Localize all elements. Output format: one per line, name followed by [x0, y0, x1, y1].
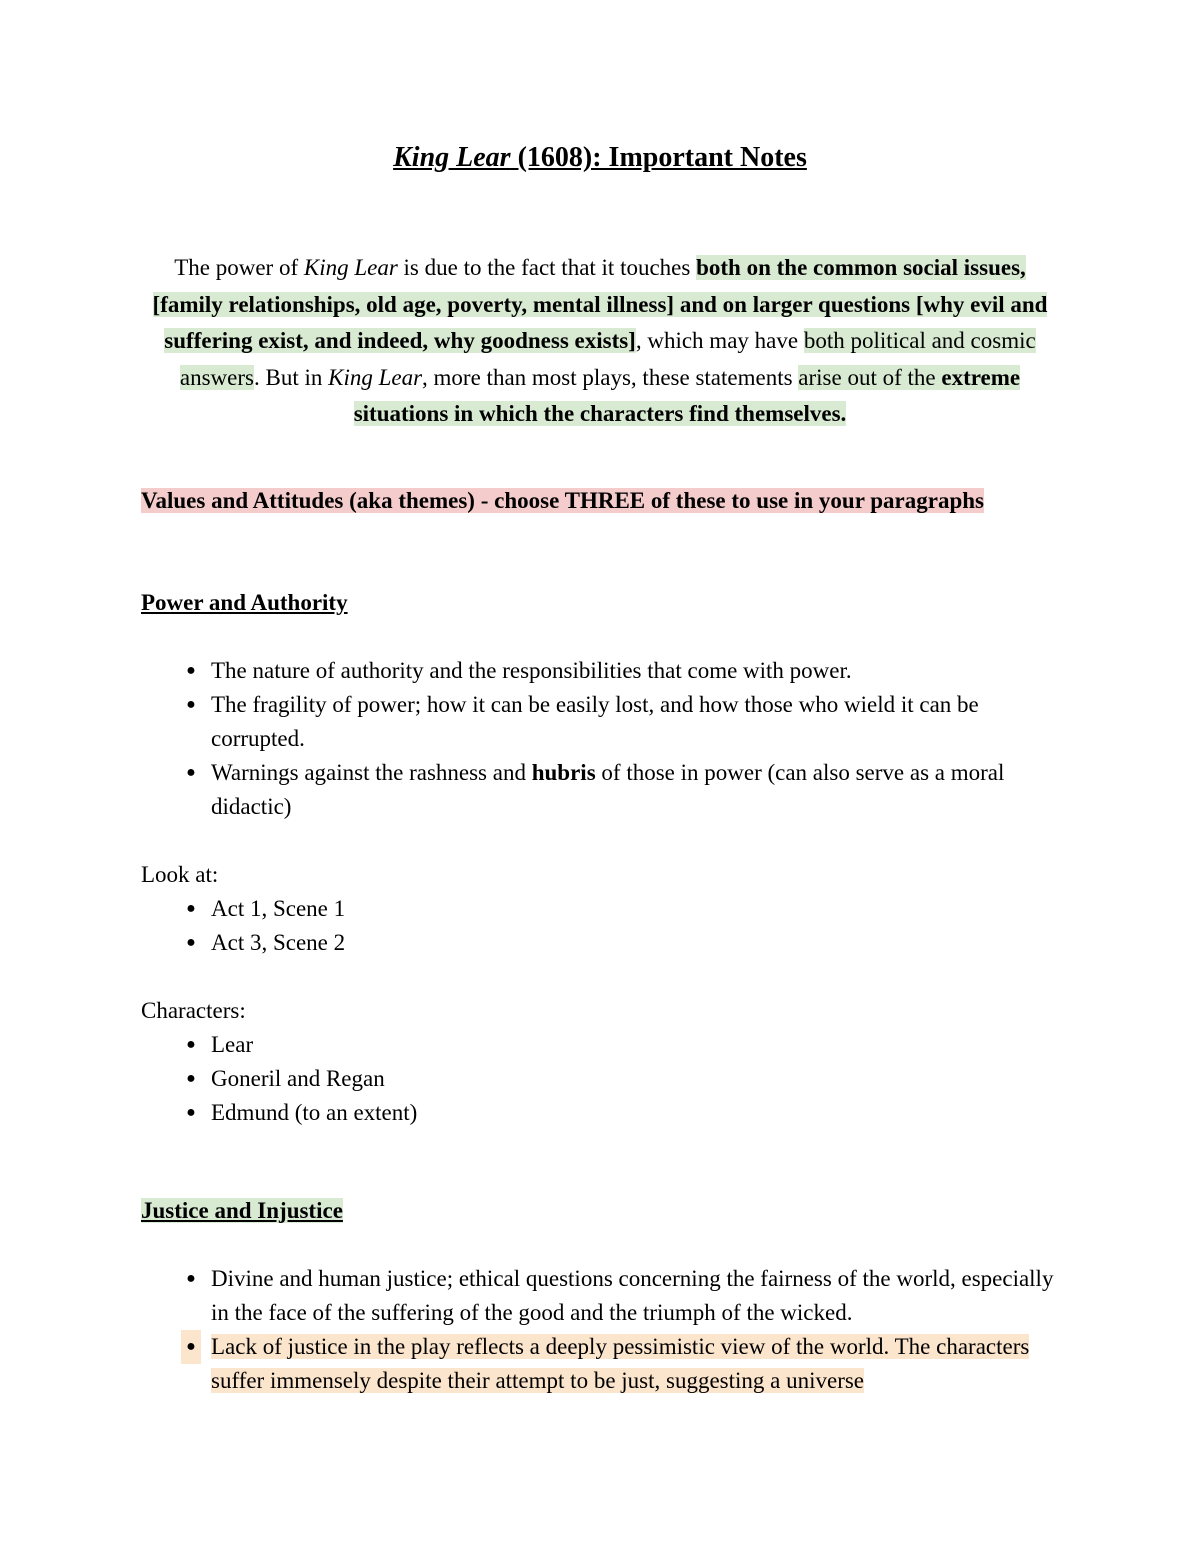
list-item-text: of those in power (can also serve as a moral didactic): [211, 760, 1005, 819]
page-title: [0, 140, 1200, 176]
values-heading-text: Values and Attitudes (aka themes) - choose THREE of these to use in your paragraphs: [141, 488, 984, 513]
list-item-text: Lack of justice in the play reflects a deeply pessimistic view of the world. The characters suffer immensely despite their attempt to be just, suggesting a universe: [211, 1334, 1030, 1393]
power-section: [141, 586, 1061, 1130]
intro-paragraph: [140, 250, 1060, 433]
list-item-text: Warnings against the rashness and: [211, 760, 532, 785]
list-item: [141, 688, 1061, 756]
power-bullets: [141, 654, 1061, 824]
justice-bullets: [141, 1262, 1061, 1398]
list-item: [141, 1096, 1061, 1130]
look-at-label: Look at:: [141, 862, 219, 887]
list-item: [141, 926, 1061, 960]
intro-highlight: arise out of the: [798, 364, 942, 390]
bullet-icon: ●: [186, 662, 196, 679]
list-item: [141, 1330, 1061, 1398]
intro-italic-title: King Lear: [303, 255, 398, 280]
list-item-bold: hubris: [531, 760, 596, 785]
justice-section: [141, 1194, 1061, 1398]
intro-highlight: both political and cosmic answers: [179, 328, 1036, 390]
bullet-icon: ●: [186, 1104, 196, 1121]
intro-italic-title: King Lear: [328, 364, 423, 390]
title-italic: King Lear: [393, 142, 511, 173]
bullet-icon: ●: [186, 1036, 196, 1053]
list-item: [141, 892, 1061, 926]
list-item: [141, 654, 1061, 688]
bullet-icon: ●: [186, 1270, 196, 1287]
bullet-icon: ●: [181, 1330, 201, 1364]
list-item-text: Act 3, Scene 2: [211, 930, 346, 955]
title-rest: (1608): Important Notes: [510, 142, 807, 173]
list-item-text: Goneril and Regan: [211, 1066, 385, 1091]
characters-label: Characters:: [141, 998, 246, 1023]
list-item-text: Divine and human justice; ethical questions concerning the fairness of the world, especially in the face of the suffering of the good and the triumph of the wicked.: [211, 1266, 1054, 1325]
intro-text: . But in: [253, 364, 329, 390]
characters-list: [141, 1028, 1061, 1130]
list-item-text: Lear: [211, 1032, 254, 1057]
bullet-icon: ●: [186, 934, 196, 951]
bullet-icon: ●: [186, 764, 196, 781]
intro-highlight-bold: extreme situations in which the characters find themselves.: [353, 364, 1021, 427]
bullet-icon: ●: [186, 900, 196, 917]
list-item-text: Edmund (to an extent): [211, 1100, 418, 1125]
intro-text: , more than most plays, these statements: [422, 364, 799, 390]
list-item-text: The nature of authority and the responsibilities that come with power.: [211, 658, 852, 683]
intro-text: , which may have: [635, 328, 804, 354]
list-item: [141, 1028, 1061, 1062]
values-heading: [141, 484, 1061, 518]
list-item: [141, 1262, 1061, 1330]
list-item: [141, 756, 1061, 824]
list-item-text: The fragility of power; how it can be easily lost, and how those who wield it can be corrupted.: [211, 692, 979, 751]
power-heading: Power and Authority: [141, 590, 348, 615]
intro-text: is due to the fact that it touches: [397, 255, 697, 280]
look-at-list: [141, 892, 1061, 960]
intro-text: The power of: [174, 255, 304, 280]
bullet-icon: ●: [186, 696, 196, 713]
bullet-icon: ●: [186, 1070, 196, 1087]
intro-highlight: both on the common social issues, [family relationships, old age, poverty, mental illness] and on larger questions [why evil and suffering exist, and indeed, why goodness exists]: [152, 255, 1048, 354]
list-item: [141, 1062, 1061, 1096]
list-item-text: Act 1, Scene 1: [211, 896, 346, 921]
justice-heading-text: Justice and Injustice: [141, 1198, 343, 1223]
justice-heading: [141, 1194, 1061, 1228]
